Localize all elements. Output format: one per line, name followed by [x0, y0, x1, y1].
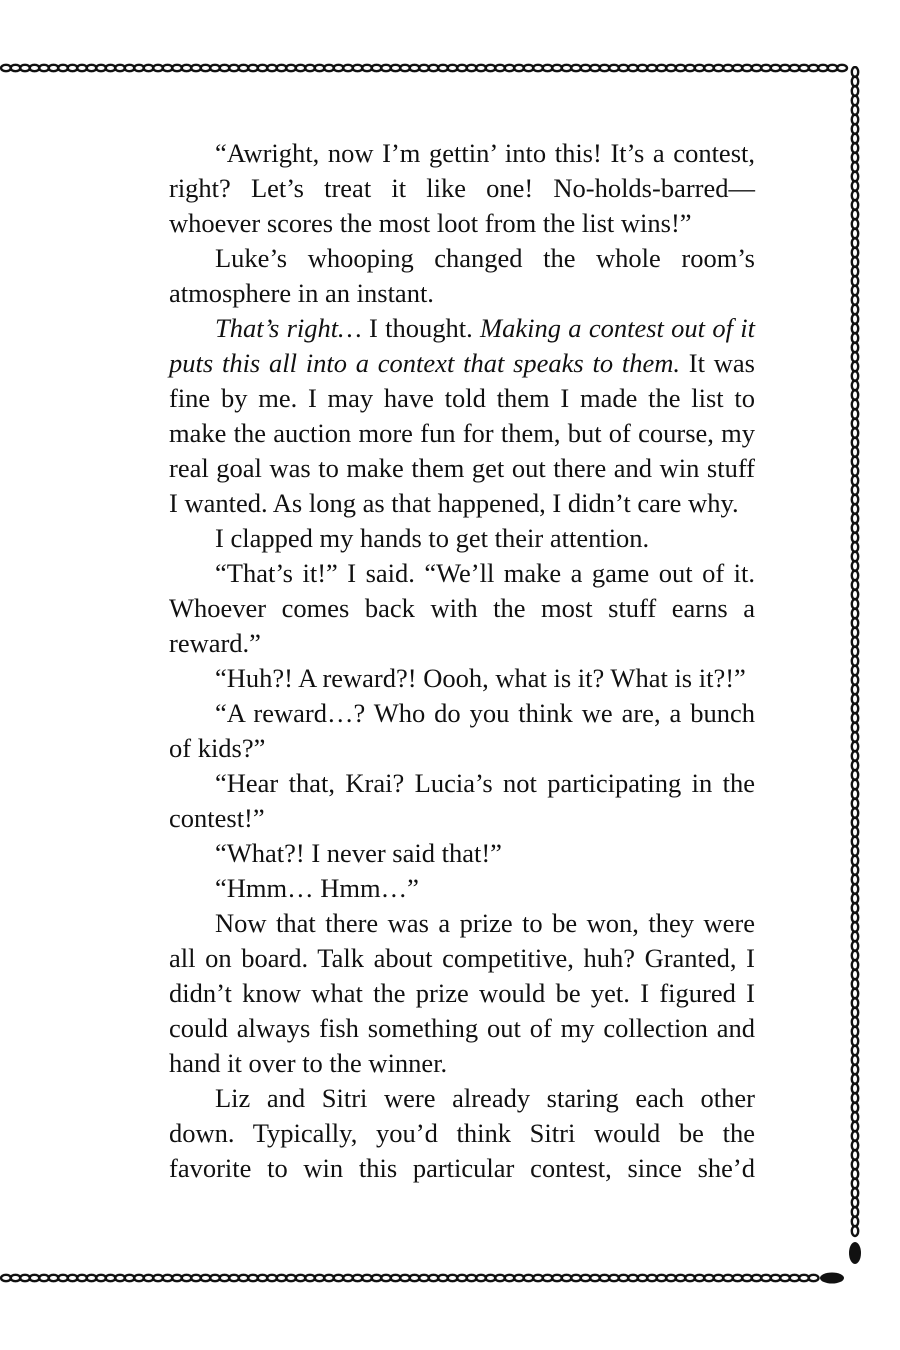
- paragraph: “Hear that, Krai? Lucia’s not participating in the contest!”: [169, 768, 755, 833]
- page-body: [169, 136, 755, 1186]
- paragraph: “Awright, now I’m gettin’ into this! It’s a contest, right? Let’s treat it like one! No-holds-barred—whoever scores the most loot from the list wins!”: [169, 138, 755, 238]
- paragraph: That’s right… I thought. Making a contest out of it puts this all into a context that speaks to them. It was fine by me. I may have told them I made the list to make the auction more fun for them, but of course, my real goal was to make them get out there and win stuff I wanted. As long as that happened, I didn’t care why.: [169, 313, 755, 518]
- chain-border-bottom: [0, 1272, 850, 1284]
- chain-pendant: [849, 1242, 861, 1264]
- paragraph: Liz and Sitri were already staring each other down. Typically, you’d think Sitri would be the favorite to win this particular contest, since she’d: [169, 1083, 755, 1183]
- paragraph: Luke’s whooping changed the whole room’s atmosphere in an instant.: [169, 243, 755, 308]
- paragraph: “Hmm… Hmm…”: [215, 873, 419, 903]
- chain-border-right: [848, 66, 862, 1266]
- chain-border-top: [0, 62, 856, 74]
- chain-knot: [820, 1273, 844, 1284]
- paragraph: “What?! I never said that!”: [215, 838, 502, 868]
- paragraph: “Huh?! A reward?! Oooh, what is it? What is it?!”: [215, 663, 746, 693]
- paragraph: “A reward…? Who do you think we are, a bunch of kids?”: [169, 698, 755, 763]
- paragraph: Now that there was a prize to be won, they were all on board. Talk about competitive, huh? Granted, I didn’t know what the prize would be yet. I figured I could always fish something out of my collection and hand it over to the winner.: [169, 908, 755, 1078]
- paragraph: I clapped my hands to get their attention.: [215, 523, 650, 553]
- paragraph: “That’s it!” I said. “We’ll make a game out of it. Whoever comes back with the most stuff earns a reward.”: [169, 558, 755, 658]
